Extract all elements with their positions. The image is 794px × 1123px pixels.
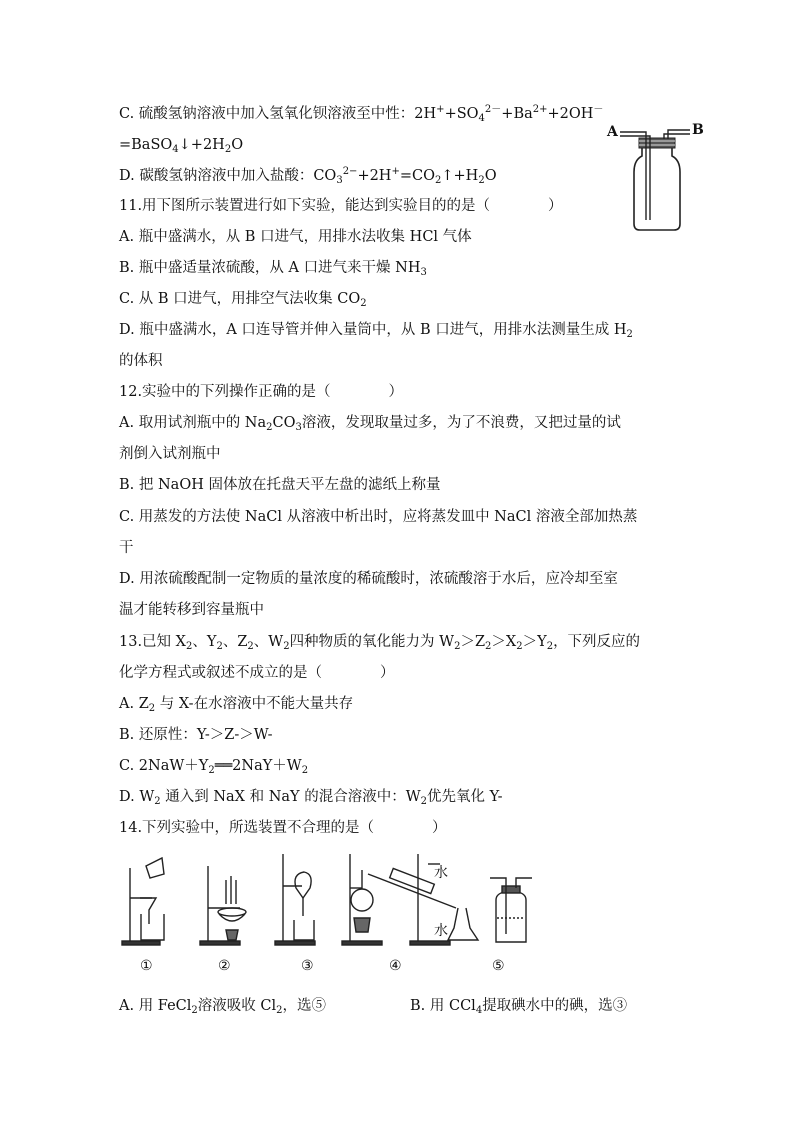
q11-option-d-cont: 的体积 <box>119 353 163 369</box>
q13-option-a: A. $Z_2$ 与 X-在水溶液中不能大量共存 <box>119 696 354 714</box>
q11-option-a: A. 瓶中盛满水，从 B 口进气，用排水法收集 HCl 气体 <box>119 229 472 245</box>
q11-option-d: D. 瓶中盛满水，A 口连导管并伸入量筒中，从 B 口进气，用排水法测量生成 $H_2$ <box>119 322 633 340</box>
q12-option-a: A. 取用试剂瓶中的 $Na_2CO_3$溶液，发现取量过多，为了不浪费，又把过量的试 <box>119 415 621 433</box>
q10-option-c-cont: $=BaSO_4↓+2H_2O$ <box>119 137 244 155</box>
q14-option-b: B. 用 CCl$_4$提取碘水中的碘，选③ <box>410 998 628 1016</box>
q11-option-c: C. 从 B 口进气，用排空气法收集 $CO_2$ <box>119 291 367 309</box>
q10-option-c: C. 硫酸氢钠溶液中加入氢氧化钡溶液至中性：$2H^++SO_4^{2-}+Ba^{2+}+2OH^-$ <box>119 104 604 124</box>
q11-stem: 11.用下图所示装置进行如下实验，能达到实验目的的是（ ） <box>119 198 563 214</box>
lab-apparatus-figure <box>118 848 528 948</box>
q12-option-a-cont: 剂倒入试剂瓶中 <box>119 446 221 462</box>
q12-option-d: D. 用浓硫酸配制一定物质的量浓度的稀硫酸时，浓硫酸溶于水后，应冷却至室 <box>119 571 618 587</box>
q12-option-c-cont: 干 <box>119 540 134 556</box>
q12-stem: 12.实验中的下列操作正确的是（ ） <box>119 384 404 400</box>
q12-option-c: C. 用蒸发的方法使 NaCl 从溶液中析出时，应将蒸发皿中 NaCl 溶液全部加热蒸 <box>119 509 638 525</box>
apparatus-label-3: ③ <box>301 958 314 974</box>
gas-washing-bottle-figure <box>612 120 702 232</box>
q14-stem: 14.下列实验中，所选装置不合理的是（ ） <box>119 820 447 836</box>
q14-option-a: A. 用 FeCl$_2$溶液吸收 $Cl_2$，选⑤ <box>119 998 326 1016</box>
q13-option-d: D. $W_2$ 通入到 NaX 和 NaY 的混合溶液中：$W_2$优先氧化 Y- <box>119 789 503 807</box>
apparatus-label-4: ④ <box>389 958 402 974</box>
apparatus-label-1: ① <box>140 958 153 974</box>
water-label-top: 水 <box>434 865 448 881</box>
port-b-label: B <box>692 122 704 138</box>
q10-option-d: D. 碳酸氢钠溶液中加入盐酸：$CO_3^{2-}+2H^+=CO_2↑+H_2O$ <box>119 166 497 186</box>
q13-stem-cont: 化学方程式或叙述不成立的是（ ） <box>119 665 395 681</box>
water-label-bottom: 水 <box>434 923 448 939</box>
q13-option-c: C. $2NaW+Y_2══2NaY+W_2$ <box>119 758 309 776</box>
apparatus-label-5: ⑤ <box>492 958 505 974</box>
q13-option-b: B. 还原性：Y-＞Z-＞W- <box>119 727 273 743</box>
q11-option-b: B. 瓶中盛适量浓硫酸，从 A 口进气来干燥 $NH_3$ <box>119 260 427 278</box>
q13-stem: 13.已知 $X_2$、$Y_2$、$Z_2$、$W_2$四种物质的氧化能力为 $W_2>Z_2>X_2>Y_2$，下列反应的 <box>119 634 641 652</box>
q12-option-b: B. 把 NaOH 固体放在托盘天平左盘的滤纸上称量 <box>119 477 441 493</box>
q12-option-d-cont: 温才能转移到容量瓶中 <box>119 602 264 618</box>
port-a-label: A <box>607 124 618 140</box>
apparatus-label-2: ② <box>218 958 231 974</box>
